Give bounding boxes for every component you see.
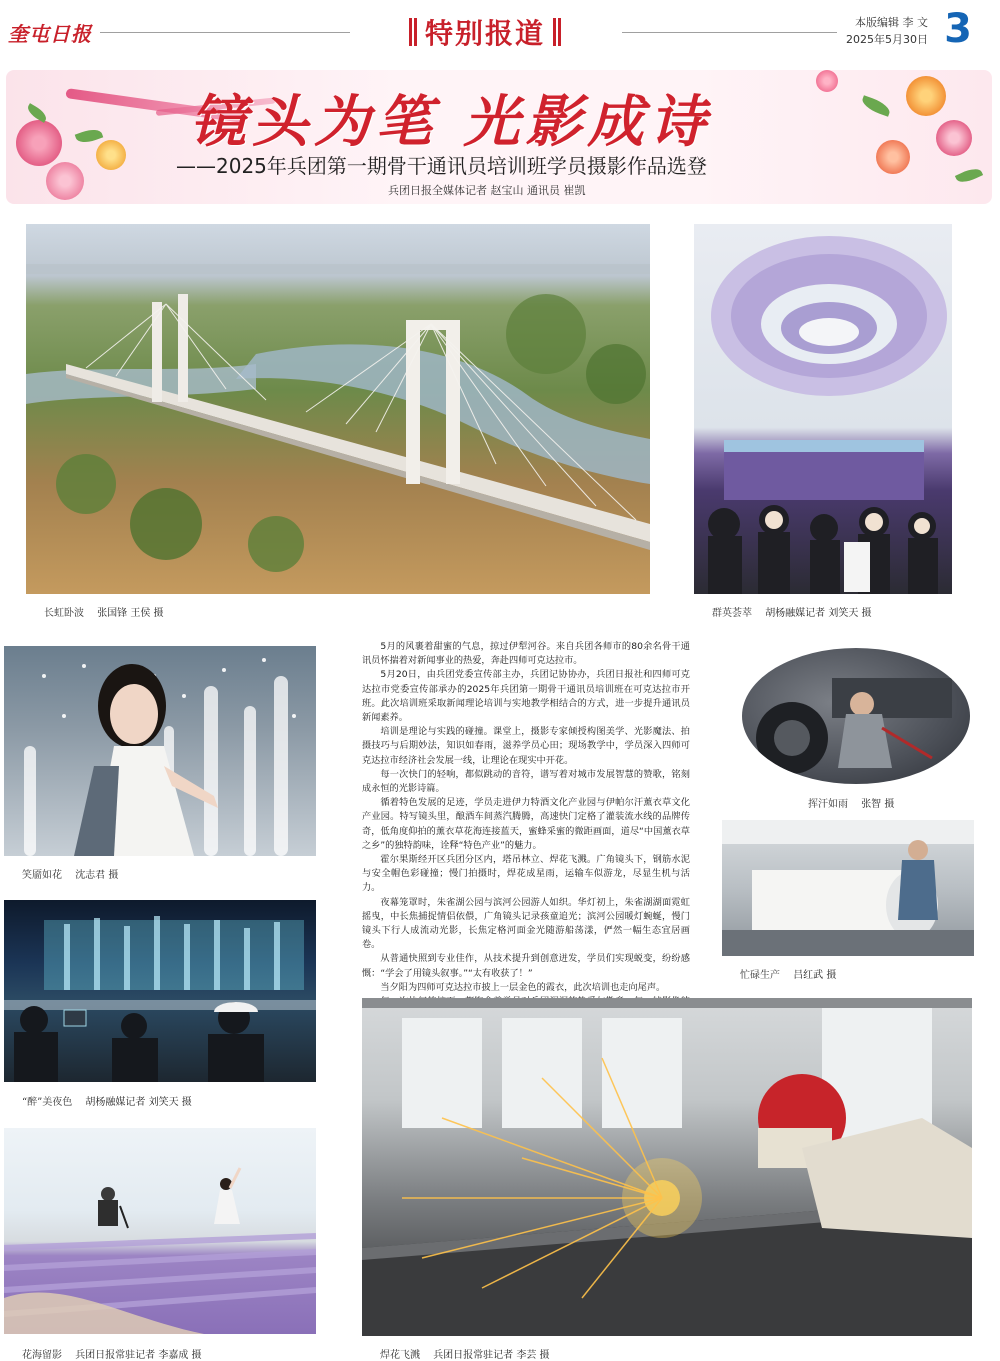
welding-photo <box>362 998 972 1336</box>
article-body <box>362 640 690 1038</box>
bridge-illustration <box>26 224 650 594</box>
header-rule-right <box>622 32 837 33</box>
flower-icon <box>96 140 126 170</box>
lavender-field-illustration <box>4 1128 316 1334</box>
page-title: 镜头为笔 光影成诗 <box>190 89 712 155</box>
photo-credit: 张国锋 王侯 摄 <box>97 608 164 619</box>
editor-name: 本版编辑 李 文 <box>855 16 928 29</box>
flower-icon <box>816 70 838 92</box>
leaf-icon <box>75 126 104 146</box>
rose-icon <box>876 140 910 174</box>
issue-date: 2025年5月30日 <box>846 33 928 46</box>
photo-credit: 吕红武 摄 <box>793 970 837 981</box>
photo-title: 焊花飞溅 <box>380 1350 420 1361</box>
rose-icon <box>936 120 972 156</box>
photo-credit: 兵团日报常驻记者 李嘉成 摄 <box>75 1350 202 1361</box>
photo-credit: 张智 摄 <box>861 799 895 810</box>
photo-caption <box>740 966 836 981</box>
byline: 兵团日报全媒体记者 赵宝山 通讯员 崔凯 <box>388 184 586 197</box>
photo-title: 长虹卧波 <box>44 608 84 619</box>
header-rule-left <box>100 32 350 33</box>
night-fountain-illustration <box>4 900 316 1082</box>
bridge-photo <box>26 224 650 594</box>
photo-credit: 胡杨融媒记者 刘笑天 摄 <box>765 608 872 619</box>
leaf-icon <box>955 165 983 186</box>
mechanic-photo <box>742 648 970 784</box>
photo-caption <box>808 795 894 810</box>
article-paragraph: 霍尔果斯经开区兵团分区内，塔吊林立、焊花飞溅。广角镜头下，钢筋水泥与安全帽色彩碰撞；慢门拍摄时，焊花成星雨，运输车似游龙，尽显生机与活力。 <box>362 854 690 894</box>
fountain-girl-illustration <box>4 646 316 856</box>
editor-info <box>846 14 928 48</box>
photo-caption <box>22 1093 192 1108</box>
article-paragraph: 从普通快照到专业佳作，从技术提升到创意迸发，学员们实现蜕变，纷纷感慨：“学会了用镜头叙事。”“太有收获了！” <box>362 953 690 979</box>
factory-worker-illustration <box>722 820 974 956</box>
photo-caption <box>712 604 872 619</box>
article-paragraph: 5月20日，由兵团党委宣传部主办，兵团记协协办，兵团日报社和四师可克达拉市党委宣传部承办的2025年兵团第一期骨干通讯员培训班在可克达拉市开班。此次培训班采取新闻理论培训与实地教学相结合的方式，进一步提升通讯员新闻素养。 <box>362 669 690 724</box>
article-paragraph: 循着特色发展的足迹，学员走进伊力特酒文化产业园与伊帕尔汗薰衣草文化产业园。特写镜头里，酿酒车间蒸汽腾腾，高速快门定格了灌装流水线的品牌传奇，低角度仰拍的薰衣草花海连接蓝天，蜜蜂采蜜的微距画面，道尽“中国薰衣草之乡”的独特韵味，诠释“特色产业”的魅力。 <box>362 797 690 851</box>
photo-title: 挥汗如雨 <box>808 799 848 810</box>
masthead-logo: 奎屯日报 <box>8 22 92 46</box>
photo-credit: 兵团日报常驻记者 李芸 摄 <box>433 1350 550 1361</box>
photo-title: 忙碌生产 <box>740 970 780 981</box>
factory-worker-photo <box>722 820 974 956</box>
photo-caption <box>380 1346 550 1361</box>
photo-title: “醉”美夜色 <box>22 1097 73 1108</box>
rose-icon <box>46 162 84 200</box>
article-paragraph: 夜幕笼罩时，朱雀湖公园与滨河公园游人如织。华灯初上，朱雀湖湖面霓虹摇曳，中长焦捕捉情侣依偎，广角镜头记录孩童追光；滨河公园暖灯蜿蜒，慢门镜头下行人成流动光影，长焦定格河面金光随游船荡漾，俨然一幅生态宜居画卷。 <box>362 896 690 951</box>
welding-illustration <box>362 998 972 1336</box>
photo-caption <box>22 1346 202 1361</box>
section-title-text: 特别报道 <box>424 17 545 50</box>
photo-title: 群英荟萃 <box>712 608 752 619</box>
photo-credit: 沈志君 摄 <box>75 870 119 881</box>
photo-title: 笑靥如花 <box>22 870 62 881</box>
fountain-girl-photo <box>4 646 316 856</box>
photo-credit: 胡杨融媒记者 刘笑天 摄 <box>85 1097 192 1108</box>
leaf-icon <box>860 95 892 117</box>
page-subtitle: ——2025年兵团第一期骨干通讯员培训班学员摄影作品选登 <box>176 154 707 178</box>
section-bars-right-icon <box>553 18 561 46</box>
page-number: 3 <box>944 6 972 52</box>
article-paragraph: 5月的风裹着甜蜜的气息，掠过伊犁河谷。来自兵团各师市的80余名骨干通讯员怀揣着对新闻事业的热爱，奔赴四师可克达拉市。 <box>362 641 690 667</box>
article-paragraph: 当夕阳为四师可克达拉市披上一层金色的霞衣，此次培训也走向尾声。 <box>380 981 666 993</box>
section-bars-left-icon <box>409 18 417 46</box>
lavender-field-photo <box>4 1128 316 1334</box>
article-paragraph: 培训是理论与实践的碰撞。课堂上，摄影专家倾授构图美学、光影魔法、拍摄技巧与后期妙法，知识如春雨，滋养学员心田；现场教学中，学员深入四师可克达拉市经济社会发展一线，让理论在现实中开花。 <box>362 726 690 766</box>
rose-icon <box>16 120 62 166</box>
section-title <box>390 14 580 50</box>
photo-title: 花海留影 <box>22 1350 62 1361</box>
night-fountain-photo <box>4 900 316 1082</box>
photo-caption <box>22 866 118 881</box>
article-paragraph: 每一次快门的轻响，都似跳动的音符，谱写着对城市发展智慧的赞歌，铭刻成永恒的光影诗篇。 <box>362 768 690 795</box>
lavender-hall-illustration <box>694 224 952 594</box>
photo-caption <box>44 604 164 619</box>
mechanic-illustration <box>742 648 970 784</box>
lavender-hall-photo <box>694 224 952 594</box>
flower-icon <box>906 76 946 116</box>
